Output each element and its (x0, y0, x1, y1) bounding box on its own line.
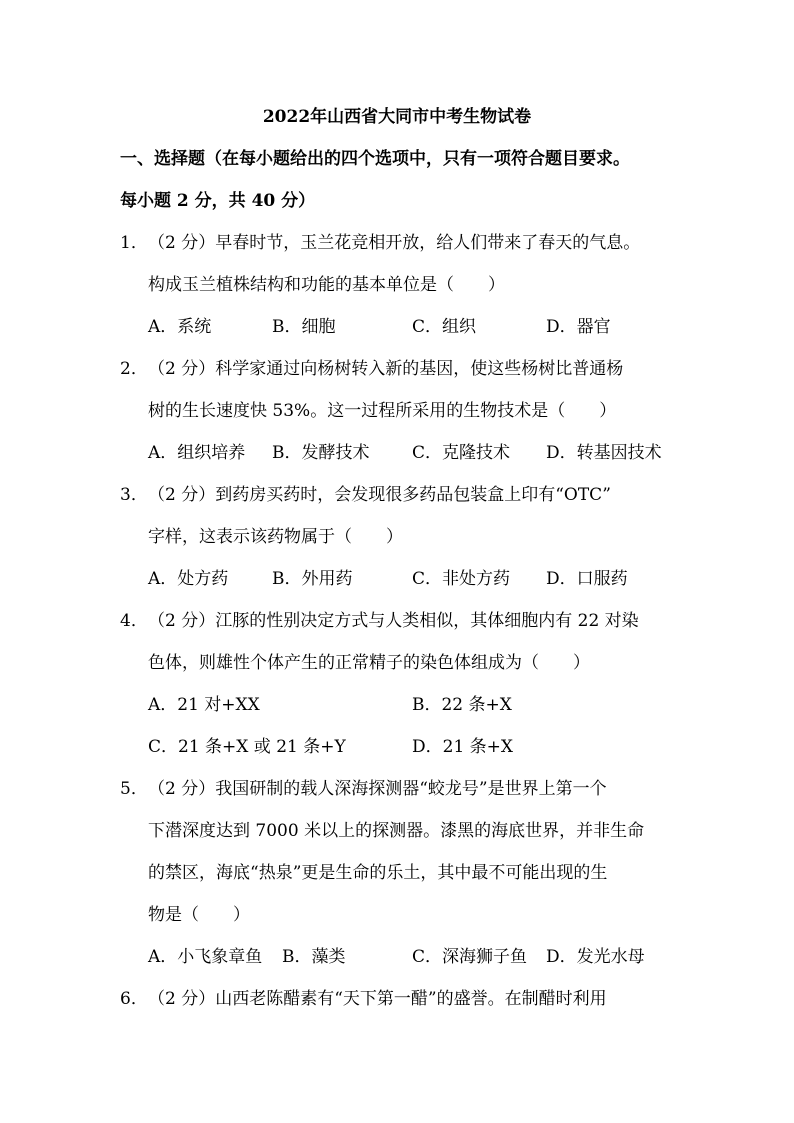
option-a: A．21 对+XX (148, 695, 260, 715)
option-b: B．22 条+X (412, 695, 512, 715)
option-a: A．小飞象章鱼 (148, 947, 263, 967)
question-text: （2 分）山西老陈醋素有“天下第一醋”的盛誉。在制醋时利用 (148, 989, 607, 1009)
option-a: A．系统 (148, 317, 212, 337)
option-a: A．组织培养 (148, 443, 246, 463)
option-d: D．转基因技术 (546, 443, 662, 463)
section-heading-line-2: 每小题 2 分，共 40 分） (120, 191, 316, 211)
question-text-continued: 树的生长速度快 53%。这一过程所采用的生物技术是（ ） (148, 401, 617, 421)
option-d: D．21 条+X (412, 737, 514, 757)
page-title: 2022年山西省大同市中考生物试卷 (262, 107, 532, 127)
question-number: 6． (120, 989, 148, 1009)
question-number: 2． (120, 359, 148, 379)
option-c: C．克隆技术 (412, 443, 511, 463)
question-number: 1． (120, 233, 148, 253)
option-b: B．外用药 (272, 569, 353, 589)
question-text: （2 分）江豚的性别决定方式与人类相似，其体细胞内有 22 对染 (148, 611, 639, 631)
question-text: （2 分）我国研制的载人深海探测器“蛟龙号”是世界上第一个 (148, 779, 607, 799)
question-number: 5． (120, 779, 148, 799)
option-b: B．藻类 (282, 947, 346, 967)
question-text-continued: 物是（ ） (148, 905, 250, 925)
option-d: D．器官 (546, 317, 611, 337)
question-number: 4． (120, 611, 148, 631)
option-b: B．细胞 (272, 317, 336, 337)
question-text: （2 分）到药房买药时，会发现很多药品包装盒上印有“OTC” (148, 485, 611, 505)
question-text-continued: 色体，则雄性个体产生的正常精子的染色体组成为（ ） (148, 653, 590, 673)
question-number: 3． (120, 485, 148, 505)
option-d: D．口服药 (546, 569, 628, 589)
question-text: （2 分）早春时节，玉兰花竞相开放，给人们带来了春天的气息。 (148, 233, 641, 253)
question-text-continued: 字样，这表示该药物属于（ ） (148, 527, 403, 547)
question-text-continued: 构成玉兰植株结构和功能的基本单位是（ ） (148, 275, 505, 295)
question-text: （2 分）科学家通过向杨树转入新的基因，使这些杨树比普通杨 (148, 359, 624, 379)
option-a: A．处方药 (148, 569, 229, 589)
question-text-continued: 的禁区，海底“热泉”更是生命的乐土，其中最不可能出现的生 (148, 863, 608, 883)
option-c: C．深海狮子鱼 (412, 947, 528, 967)
option-c: C．组织 (412, 317, 477, 337)
option-d: D．发光水母 (546, 947, 645, 967)
option-b: B．发酵技术 (272, 443, 370, 463)
section-heading-line-1: 一、选择题（在每小题给出的四个选项中，只有一项符合题目要求。 (120, 149, 630, 169)
question-text-continued: 下潜深度达到 7000 米以上的探测器。漆黑的海底世界，并非生命 (148, 821, 645, 841)
option-c: C．21 条+X 或 21 条+Y (148, 737, 346, 757)
option-c: C．非处方药 (412, 569, 511, 589)
